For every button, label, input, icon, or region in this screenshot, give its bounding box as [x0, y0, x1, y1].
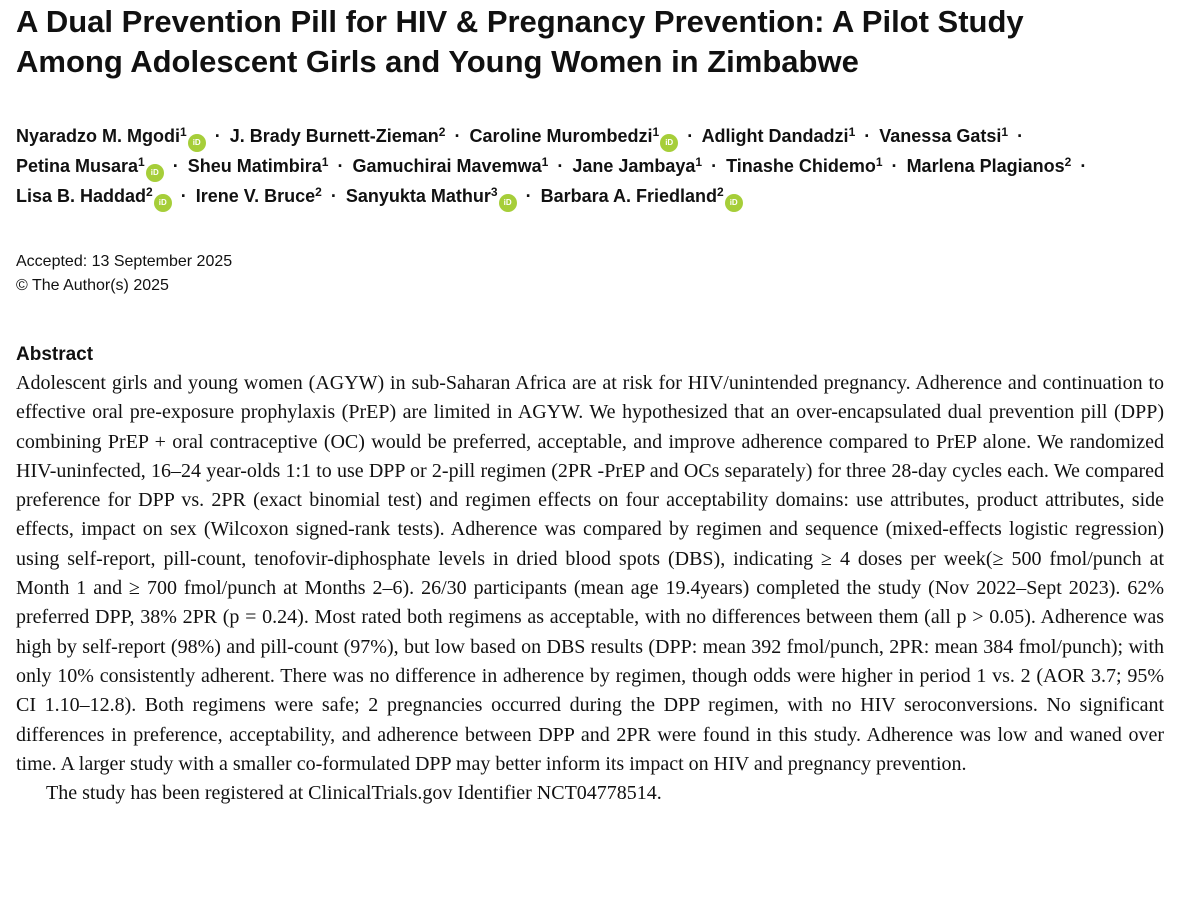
- author-name-text: Vanessa Gatsi: [879, 126, 1002, 146]
- affiliation-marker: 1: [541, 155, 549, 169]
- affiliation-marker: 2: [1064, 155, 1072, 169]
- author-name[interactable]: [346, 186, 517, 206]
- affiliation-marker: 1: [652, 125, 660, 139]
- author-name-text: Jane Jambaya: [572, 156, 696, 176]
- affiliation-marker: 1: [321, 155, 329, 169]
- author-separator: ·: [337, 156, 344, 176]
- affiliation-marker: 3: [490, 185, 498, 199]
- author-name[interactable]: [353, 156, 549, 176]
- affiliation-marker: 1: [848, 125, 856, 139]
- author-name-text: Irene V. Bruce: [195, 186, 316, 206]
- affiliation-marker: 1: [138, 155, 145, 169]
- author-name[interactable]: [230, 126, 446, 146]
- article-page: [16, 0, 1164, 808]
- article-meta: [16, 250, 1164, 298]
- author-name-text: Marlena Plagianos: [906, 156, 1065, 176]
- affiliation-marker: 2: [146, 185, 153, 199]
- author-name-text: Lisa B. Haddad: [16, 186, 147, 206]
- affiliation-marker: 1: [180, 125, 187, 139]
- orcid-icon[interactable]: iD: [499, 194, 517, 212]
- accepted-date: Accepted: 13 September 2025: [16, 253, 233, 270]
- affiliation-marker: 2: [438, 125, 446, 139]
- orcid-icon[interactable]: iD: [146, 164, 164, 182]
- author-list: [16, 122, 1164, 212]
- author-name-text: Tinashe Chidemo: [726, 156, 876, 176]
- author-separator: ·: [864, 126, 871, 146]
- author-name-text: Gamuchirai Mavemwa: [352, 156, 542, 176]
- orcid-icon[interactable]: iD: [725, 194, 743, 212]
- orcid-icon[interactable]: iD: [188, 134, 206, 152]
- author-name[interactable]: [470, 126, 679, 146]
- affiliation-marker: 1: [1001, 125, 1009, 139]
- author-name[interactable]: [907, 156, 1072, 176]
- article-title-line-2: Among Adolescent Girls and Young Women in Zimbabwe: [16, 44, 859, 79]
- author-separator: ·: [454, 126, 461, 146]
- author-name[interactable]: [572, 156, 702, 176]
- author-separator: ·: [180, 186, 187, 206]
- affiliation-marker: 2: [717, 185, 724, 199]
- author-separator: ·: [214, 126, 221, 146]
- orcid-icon[interactable]: iD: [660, 134, 678, 152]
- trial-registration: The study has been registered at ClinicalTrials.gov Identifier NCT04778514.: [46, 782, 662, 805]
- author-name[interactable]: [702, 126, 856, 146]
- author-name[interactable]: [16, 126, 206, 146]
- author-name[interactable]: [196, 186, 322, 206]
- author-name-text: Petina Musara: [16, 156, 139, 176]
- copyright-notice: © The Author(s) 2025: [16, 277, 169, 294]
- author-separator: ·: [525, 186, 532, 206]
- author-name[interactable]: [879, 126, 1008, 146]
- author-separator: ·: [711, 156, 718, 176]
- abstract-heading: Abstract: [16, 344, 94, 365]
- author-name[interactable]: [726, 156, 882, 176]
- author-name[interactable]: [541, 186, 743, 206]
- author-separator: ·: [1017, 126, 1024, 146]
- author-name[interactable]: [16, 186, 172, 206]
- author-name[interactable]: [16, 156, 164, 176]
- affiliation-marker: 2: [315, 185, 322, 199]
- author-name-text: Adlight Dandadzi: [701, 126, 849, 146]
- author-name-text: J. Brady Burnett-Zieman: [229, 126, 439, 146]
- author-name-text: Caroline Murombedzi: [469, 126, 653, 146]
- author-separator: ·: [1080, 156, 1087, 176]
- author-name-text: Sanyukta Mathur: [345, 186, 491, 206]
- author-separator: ·: [891, 156, 898, 176]
- affiliation-marker: 1: [695, 155, 703, 169]
- author-separator: ·: [687, 126, 694, 146]
- author-name[interactable]: [188, 156, 329, 176]
- author-name-text: Barbara A. Friedland: [540, 186, 718, 206]
- author-separator: ·: [557, 156, 564, 176]
- affiliation-marker: 1: [875, 155, 883, 169]
- orcid-icon[interactable]: iD: [154, 194, 172, 212]
- article-title-line-1: A Dual Prevention Pill for HIV & Pregnancy Prevention: A Pilot Study: [16, 4, 1024, 39]
- author-name-text: Nyaradzo M. Mgodi: [16, 126, 181, 146]
- author-separator: ·: [330, 186, 337, 206]
- abstract-text: Adolescent girls and young women (AGYW) in sub-Saharan Africa are at risk for HIV/unintended pregnancy. Adherence and continuation to effective oral pre-exposure prophylaxis (PrEP) are limited in AGYW. We hypothesized that an over-encapsulated dual prevention pill (DPP) combining PrEP + oral contraceptive (OC) would be preferred, acceptable, and improve adherence compared to PrEP alone. We randomized HIV-uninfected, 16–24 year-olds 1:1 to use DPP or 2-pill regimen (2PR -PrEP and OCs separately) for three 28-day cycles each. We compared preference for DPP vs. 2PR (exact binomial test) and regimen effects on four acceptability domains: use attributes, product attributes, side effects, impact on sex (Wilcoxon signed-rank tests). Adherence was compared by regimen and sequence (mixed-effects logistic regression) using self-report, pill-count, tenofovir-diphosphate levels in dried blood spots (DBS), indicating ≥ 4 doses per week(≥ 500 fmol/punch at Month 1 and ≥ 700 fmol/punch at Months 2–6). 26/30 participants (mean age 19.4years) completed the study (Nov 2022–Sept 2023). 62% preferred DPP, 38% 2PR (p = 0.24). Most rated both regimens as acceptable, with no differences between them (all p > 0.05). Adherence was high by self-report (98%) and pill-count (97%), but low based on DBS results (DPP: mean 392 fmol/punch, 2PR: mean 384 fmol/punch); with only 10% consistently adherent. There was no difference in adherence by regimen, though odds were higher in period 1 vs. 2 (AOR 3.7; 95% CI 1.10–12.8). Both regimens were safe; 2 pregnancies occurred during the DPP regimen, with no HIV seroconversions. No significant differences in preference, acceptability, and adherence between DPP and 2PR were found in this study. Adherence was low and waned over time. A larger study with a smaller co-formulated DPP may better inform its impact on HIV and pregnancy prevention.: [16, 372, 1164, 775]
- author-name-text: Sheu Matimbira: [187, 156, 322, 176]
- article-title: [16, 2, 1164, 82]
- author-separator: ·: [172, 156, 179, 176]
